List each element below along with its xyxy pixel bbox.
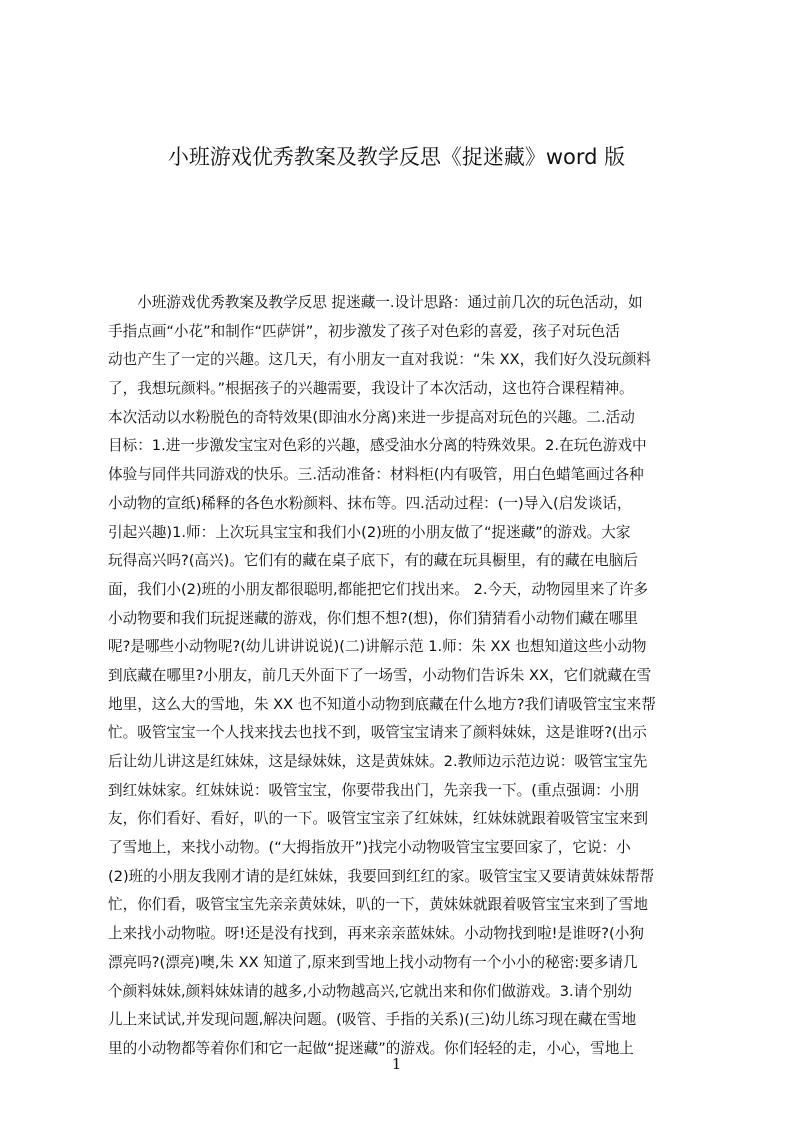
body-line: 个颜料妹妹,颜料妹妹请的越多,小动物越高兴,它就出来和你们做游戏。3.请个别幼 xyxy=(108,982,633,1000)
body-line: 本次活动以水粉脱色的奇特效果(即油水分离)来进一步提高对玩色的兴趣。二.活动 xyxy=(108,408,635,426)
document-title: 小班游戏优秀教案及教学反思《捉迷藏》word 版 xyxy=(167,145,626,169)
body-line: 手指点画“小花”和制作“匹萨饼”，初步激发了孩子对色彩的喜爱，孩子对玩色活 xyxy=(108,322,620,340)
body-line: 漂亮吗?(漂亮)噢,朱 XX 知道了,原来到雪地上找小动物有一个小小的秘密:要多请几 xyxy=(108,953,638,971)
body-line: 儿上来试试,并发现问题,解决问题。(吸管、手指的关系)(三)幼儿练习现在藏在雪地 xyxy=(108,1011,637,1029)
body-line: 忙。吸管宝宝一个人找来找去也找不到，吸管宝宝请来了颜料妹妹，这是谁呀?(出示 xyxy=(108,724,647,742)
document-body xyxy=(108,289,698,1064)
body-line: 面，我们小(2)班的小朋友都很聪明,都能把它们找出来。 2.今天，动物园里来了许多 xyxy=(108,580,649,598)
body-line: 到红妹妹家。红妹妹说：吸管宝宝，你要带我出门，先亲我一下。(重点强调：小朋 xyxy=(108,781,640,799)
body-line: 呢?是哪些小动物呢?(幼儿讲讲说说)(二)讲解示范 1.师：朱 XX 也想知道这些小动物 xyxy=(108,638,647,656)
body-line: 地里，这么大的雪地，朱 XX 也不知道小动物到底藏在什么地方?我们请吸管宝宝来帮 xyxy=(108,695,656,713)
body-line: 小动物的宣纸)稀释的各色水粉颜料、抹布等。四.活动过程：(一)导入(启发谈话， xyxy=(108,494,632,512)
body-line: 了雪地上，来找小动物。(“大拇指放开”)找完小动物吸管宝宝要回家了，它说：小 xyxy=(108,839,631,857)
body-line: 动也产生了一定的兴趣。这几天，有小朋友一直对我说：“朱 XX，我们好久没玩颜料 xyxy=(108,351,651,369)
body-line: 小动物要和我们玩捉迷藏的游戏，你们想不想?(想)，你们猜猜看小动物们藏在哪里 xyxy=(108,609,638,627)
body-line: 引起兴趣)1.师：上次玩具宝宝和我们小(2)班的小朋友做了“捉迷藏”的游戏。大家 xyxy=(108,523,631,541)
body-line: (2)班的小朋友我刚才请的是红妹妹，我要回到红红的家。吸管宝宝又要请黄妹妹帮帮 xyxy=(108,867,655,885)
body-line: 目标：1.进一步激发宝宝对色彩的兴趣，感受油水分离的特殊效果。2.在玩色游戏中 xyxy=(108,437,647,455)
body-line: 小班游戏优秀教案及教学反思 捉迷藏一.设计思路：通过前几次的玩色活动，如 xyxy=(108,294,643,311)
body-line: 友，你们看好、看好，叭的一下。吸管宝宝亲了红妹妹，红妹妹就跟着吸管宝宝来到 xyxy=(108,810,648,828)
body-line: 玩得高兴吗?(高兴)。它们有的藏在桌子底下，有的藏在玩具橱里，有的藏在电脑后 xyxy=(108,552,638,570)
body-line: 上来找小动物啦。呀!还是没有找到，再来亲亲蓝妹妹。小动物找到啦!是谁呀?(小狗 xyxy=(108,925,644,943)
body-line: 体验与同伴共同游戏的快乐。三.活动准备：材料柜(内有吸管，用白色蜡笔画过各种 xyxy=(108,466,644,484)
body-line: 了，我想玩颜料。”根据孩子的兴趣需要，我设计了本次活动，这也符合课程精神。 xyxy=(108,380,634,398)
body-line: 到底藏在哪里?小朋友，前几天外面下了一场雪，小动物们告诉朱 XX，它们就藏在雪 xyxy=(108,666,652,684)
body-line: 里的小动物都等着你们和它一起做“捉迷藏”的游戏。你们轻轻的走，小心，雪地上 xyxy=(108,1039,634,1057)
body-line: 忙，你们看，吸管宝宝先亲亲黄妹妹，叭的一下，黄妹妹就跟着吸管宝宝来到了雪地 xyxy=(108,896,648,914)
body-line: 后让幼儿讲这是红妹妹，这是绿妹妹，这是黄妹妹。2.教师边示范边说：吸管宝宝先 xyxy=(108,753,648,770)
page-number: 1 xyxy=(391,1055,402,1073)
